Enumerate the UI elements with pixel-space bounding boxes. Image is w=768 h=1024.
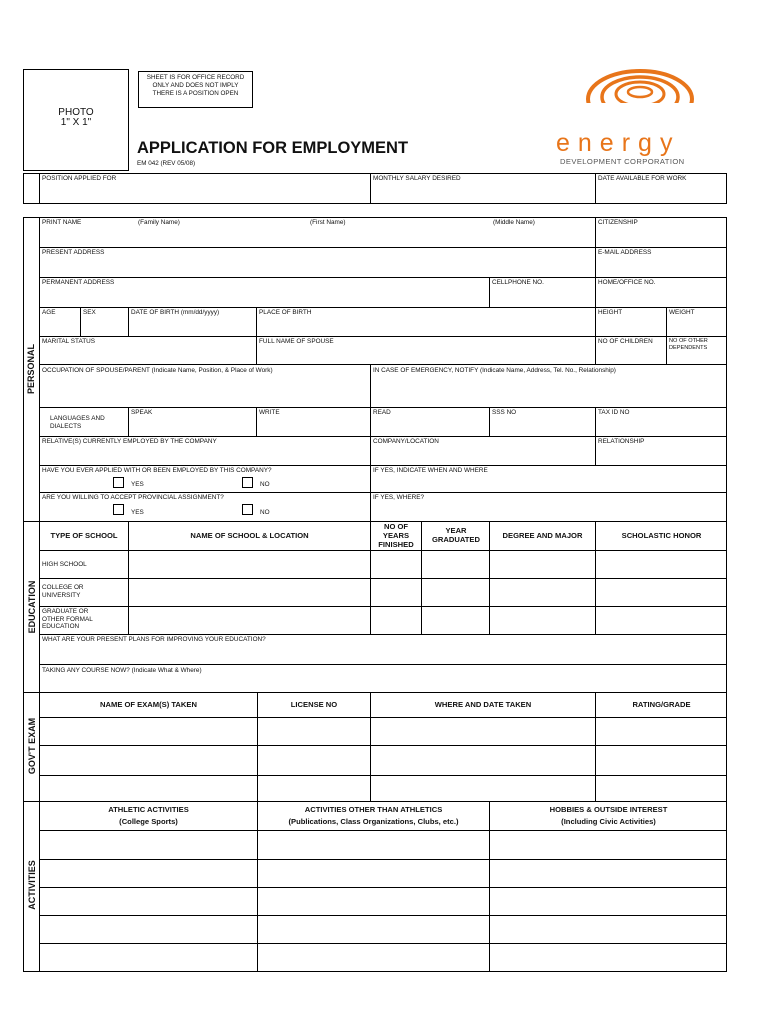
provincial-yes-label: YES [131,509,144,516]
relatives-field[interactable]: RELATIVE(S) CURRENTLY EMPLOYED BY THE COMPANY [42,438,217,445]
speak-field[interactable]: SPEAK [131,409,153,416]
position-applied-field[interactable]: POSITION APPLIED FOR [42,175,117,182]
col-school-name: NAME OF SCHOOL & LOCATION [190,531,309,540]
provincial-where-field[interactable]: IF YES, WHERE? [373,494,425,501]
middle-name-hint: (Middle Name) [493,219,535,226]
photo-line1: PHOTO [58,107,94,118]
email-field[interactable]: E-MAIL ADDRESS [598,249,652,256]
applied-yes-checkbox[interactable] [113,477,124,488]
personal-section-label: PERSONAL [26,344,36,395]
provincial-no-checkbox[interactable] [242,504,253,515]
relationship-field[interactable]: RELATIONSHIP [598,438,645,445]
applied-no-checkbox[interactable] [242,477,253,488]
first-name-hint: (First Name) [310,219,346,226]
salary-desired-field[interactable]: MONTHLY SALARY DESIRED [373,175,461,182]
spouse-name-field[interactable]: FULL NAME OF SPOUSE [259,338,334,345]
col-hobbies [490,805,727,826]
dob-field[interactable]: DATE OF BIRTH (mm/dd/yyyy) [131,309,220,316]
provincial-label: ARE YOU WILLING TO ACCEPT PROVINCIAL ASSIGNMENT? [42,494,224,501]
col-exam-name: NAME OF EXAM(S) TAKEN [100,700,197,709]
home-office-field[interactable]: HOME/OFFICE NO. [598,279,656,286]
education-section-label: EDUCATION [27,580,37,634]
graduate-row: GRADUATE OR OTHER FORMAL EDUCATION [42,608,93,630]
company-location-field[interactable]: COMPANY/LOCATION [373,438,439,445]
course-now-field[interactable]: TAKING ANY COURSE NOW? (Indicate What & Where) [42,667,202,674]
col-other-sub: (Publications, Class Organizations, Clubs, etc.) [288,817,459,826]
col-rating: RATING/GRADE [632,700,691,709]
age-field[interactable]: AGE [42,309,56,316]
col-athletic-title: ATHLETIC ACTIVITIES [108,805,189,814]
family-name-hint: (Family Name) [138,219,180,226]
read-field[interactable]: READ [373,409,391,416]
print-name-field[interactable]: PRINT NAME [42,219,82,226]
col-degree: DEGREE AND MAJOR [502,531,583,540]
dependents-field[interactable]: NO OF OTHER DEPENDENTS [669,338,708,351]
company-logo [540,65,715,175]
high-school-row: HIGH SCHOOL [42,561,87,568]
col-athletic [40,805,257,826]
col-honor: SCHOLASTIC HONOR [621,531,702,540]
applied-yes-label: YES [131,481,144,488]
write-field[interactable]: WRITE [259,409,280,416]
sex-field[interactable]: SEX [83,309,96,316]
photo-line2: 1" X 1" [60,117,92,128]
education-plans-field[interactable]: WHAT ARE YOUR PRESENT PLANS FOR IMPROVING YOUR EDUCATION? [42,636,266,643]
college-row: COLLEGE OR UNIVERSITY [42,584,84,599]
applied-no-label: NO [260,481,270,488]
col-hobbies-title: HOBBIES & OUTSIDE INTEREST [549,805,668,814]
col-hobbies-sub: (Including Civic Activities) [561,817,656,826]
col-athletic-sub: (College Sports) [119,817,178,826]
col-years-finished: NO OF YEARS FINISHED [378,522,414,549]
col-where-date: WHERE AND DATE TAKEN [434,700,532,709]
col-year-graduated: YEAR GRADUATED [432,526,480,544]
present-address-field[interactable]: PRESENT ADDRESS [42,249,105,256]
col-other-activities [258,805,489,826]
col-license: LICENSE NO [290,700,338,709]
office-notice [138,71,253,108]
gov-exam-section-label: GOV'T EXAM [27,717,37,775]
children-field[interactable]: NO OF CHILDREN [598,338,653,345]
sss-field[interactable]: SSS NO [492,409,517,416]
office-notice-text: SHEET IS FOR OFFICE RECORD ONLY AND DOES NOT IMPLY THERE IS A POSITION OPEN [146,74,245,97]
photo-label [24,108,128,128]
cellphone-field[interactable]: CELLPHONE NO. [492,279,544,286]
col-other-title: ACTIVITIES OTHER THAN ATHLETICS [304,805,443,814]
provincial-yes-checkbox[interactable] [113,504,124,515]
logo-word: energy [556,129,681,157]
occupation-field[interactable]: OCCUPATION OF SPOUSE/PARENT (Indicate Name, Position, & Place of Work) [42,367,273,374]
languages-label: LANGUAGES AND DIALECTS [50,415,105,430]
marital-status-field[interactable]: MARITAL STATUS [42,338,96,345]
emergency-field[interactable]: IN CASE OF EMERGENCY, NOTIFY (Indicate Name, Address, Tel. No., Relationship) [373,367,616,374]
photo-box [23,69,129,171]
activities-section-label: ACTIVITIES [27,860,37,910]
logo-swirl-icon [540,65,715,135]
logo-subtitle: DEVELOPMENT CORPORATION [560,157,685,166]
form-code: EM 042 (REV 05/08) [137,160,196,167]
pob-field[interactable]: PLACE OF BIRTH [259,309,312,316]
form-title: APPLICATION FOR EMPLOYMENT [137,139,409,157]
weight-field[interactable]: WEIGHT [669,309,695,316]
applied-before-label: HAVE YOU EVER APPLIED WITH OR BEEN EMPLOYED BY THIS COMPANY? [42,467,272,474]
height-field[interactable]: HEIGHT [598,309,623,316]
col-type-of-school: TYPE OF SCHOOL [50,531,118,540]
permanent-address-field[interactable]: PERMANENT ADDRESS [42,279,115,286]
date-available-field[interactable]: DATE AVAILABLE FOR WORK [598,175,687,182]
when-where-field[interactable]: IF YES, INDICATE WHEN AND WHERE [373,467,488,474]
tax-id-field[interactable]: TAX ID NO [598,409,630,416]
citizenship-field[interactable]: CITIZENSHIP [598,219,638,226]
provincial-no-label: NO [260,509,270,516]
